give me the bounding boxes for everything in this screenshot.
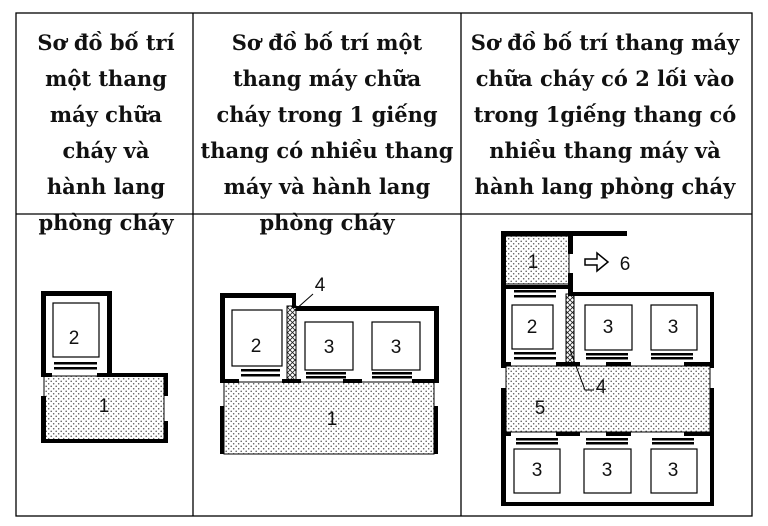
header-line: cháy trong 1 giếng	[216, 102, 438, 127]
exit-arrow-icon	[585, 253, 608, 271]
plan-column-1	[41, 291, 168, 443]
header-line: một thang	[45, 66, 167, 91]
plan-column-3	[501, 231, 714, 506]
header-line: phòng cháy	[38, 210, 174, 235]
label-partition: 4	[595, 377, 607, 398]
label-lobby: 1	[527, 252, 539, 273]
header-line: hành lang	[46, 174, 166, 199]
label-corridor: 1	[326, 409, 338, 430]
label-elevator-b: 3	[390, 337, 402, 358]
label-fire-elevator: 2	[250, 336, 262, 357]
header-line: hành lang phòng cháy	[474, 174, 736, 199]
label-elevator-b: 3	[667, 317, 679, 338]
label-elevator-a: 3	[323, 337, 335, 358]
header-line: máy và hành lang	[223, 174, 431, 199]
plan-column-2	[220, 275, 439, 454]
partition-wall	[566, 294, 574, 364]
header-line: thang có nhiều thang	[200, 138, 454, 163]
header-line: cháy và	[62, 138, 150, 163]
label-elevator-a: 3	[602, 317, 614, 338]
header-line: chữa cháy có 2 lối vào	[475, 66, 735, 91]
label-elevator-e: 3	[667, 460, 679, 481]
label-elevator-d: 3	[601, 460, 613, 481]
label-exit: 6	[619, 254, 631, 275]
header-line: nhiều thang máy và	[489, 138, 721, 163]
header-line: Sơ đồ bố trí thang máy	[470, 30, 740, 55]
header-line: thang máy chữa	[232, 66, 422, 91]
header-line: phòng cháy	[259, 210, 395, 235]
header-line: Sơ đồ bố trí	[37, 30, 175, 55]
header-line: Sơ đồ bố trí một	[231, 30, 423, 55]
partition-wall	[287, 306, 296, 380]
label-partition: 4	[314, 275, 326, 296]
label-corridor: 5	[534, 398, 546, 419]
door-sill	[54, 362, 97, 370]
label-corridor: 1	[98, 396, 110, 417]
label-elevator-c: 3	[531, 460, 543, 481]
header-line: trong 1giếng thang có	[473, 102, 737, 127]
header-line: máy chữa	[49, 102, 163, 127]
label-fire-elevator: 2	[526, 317, 538, 338]
label-elevator: 2	[68, 328, 80, 349]
